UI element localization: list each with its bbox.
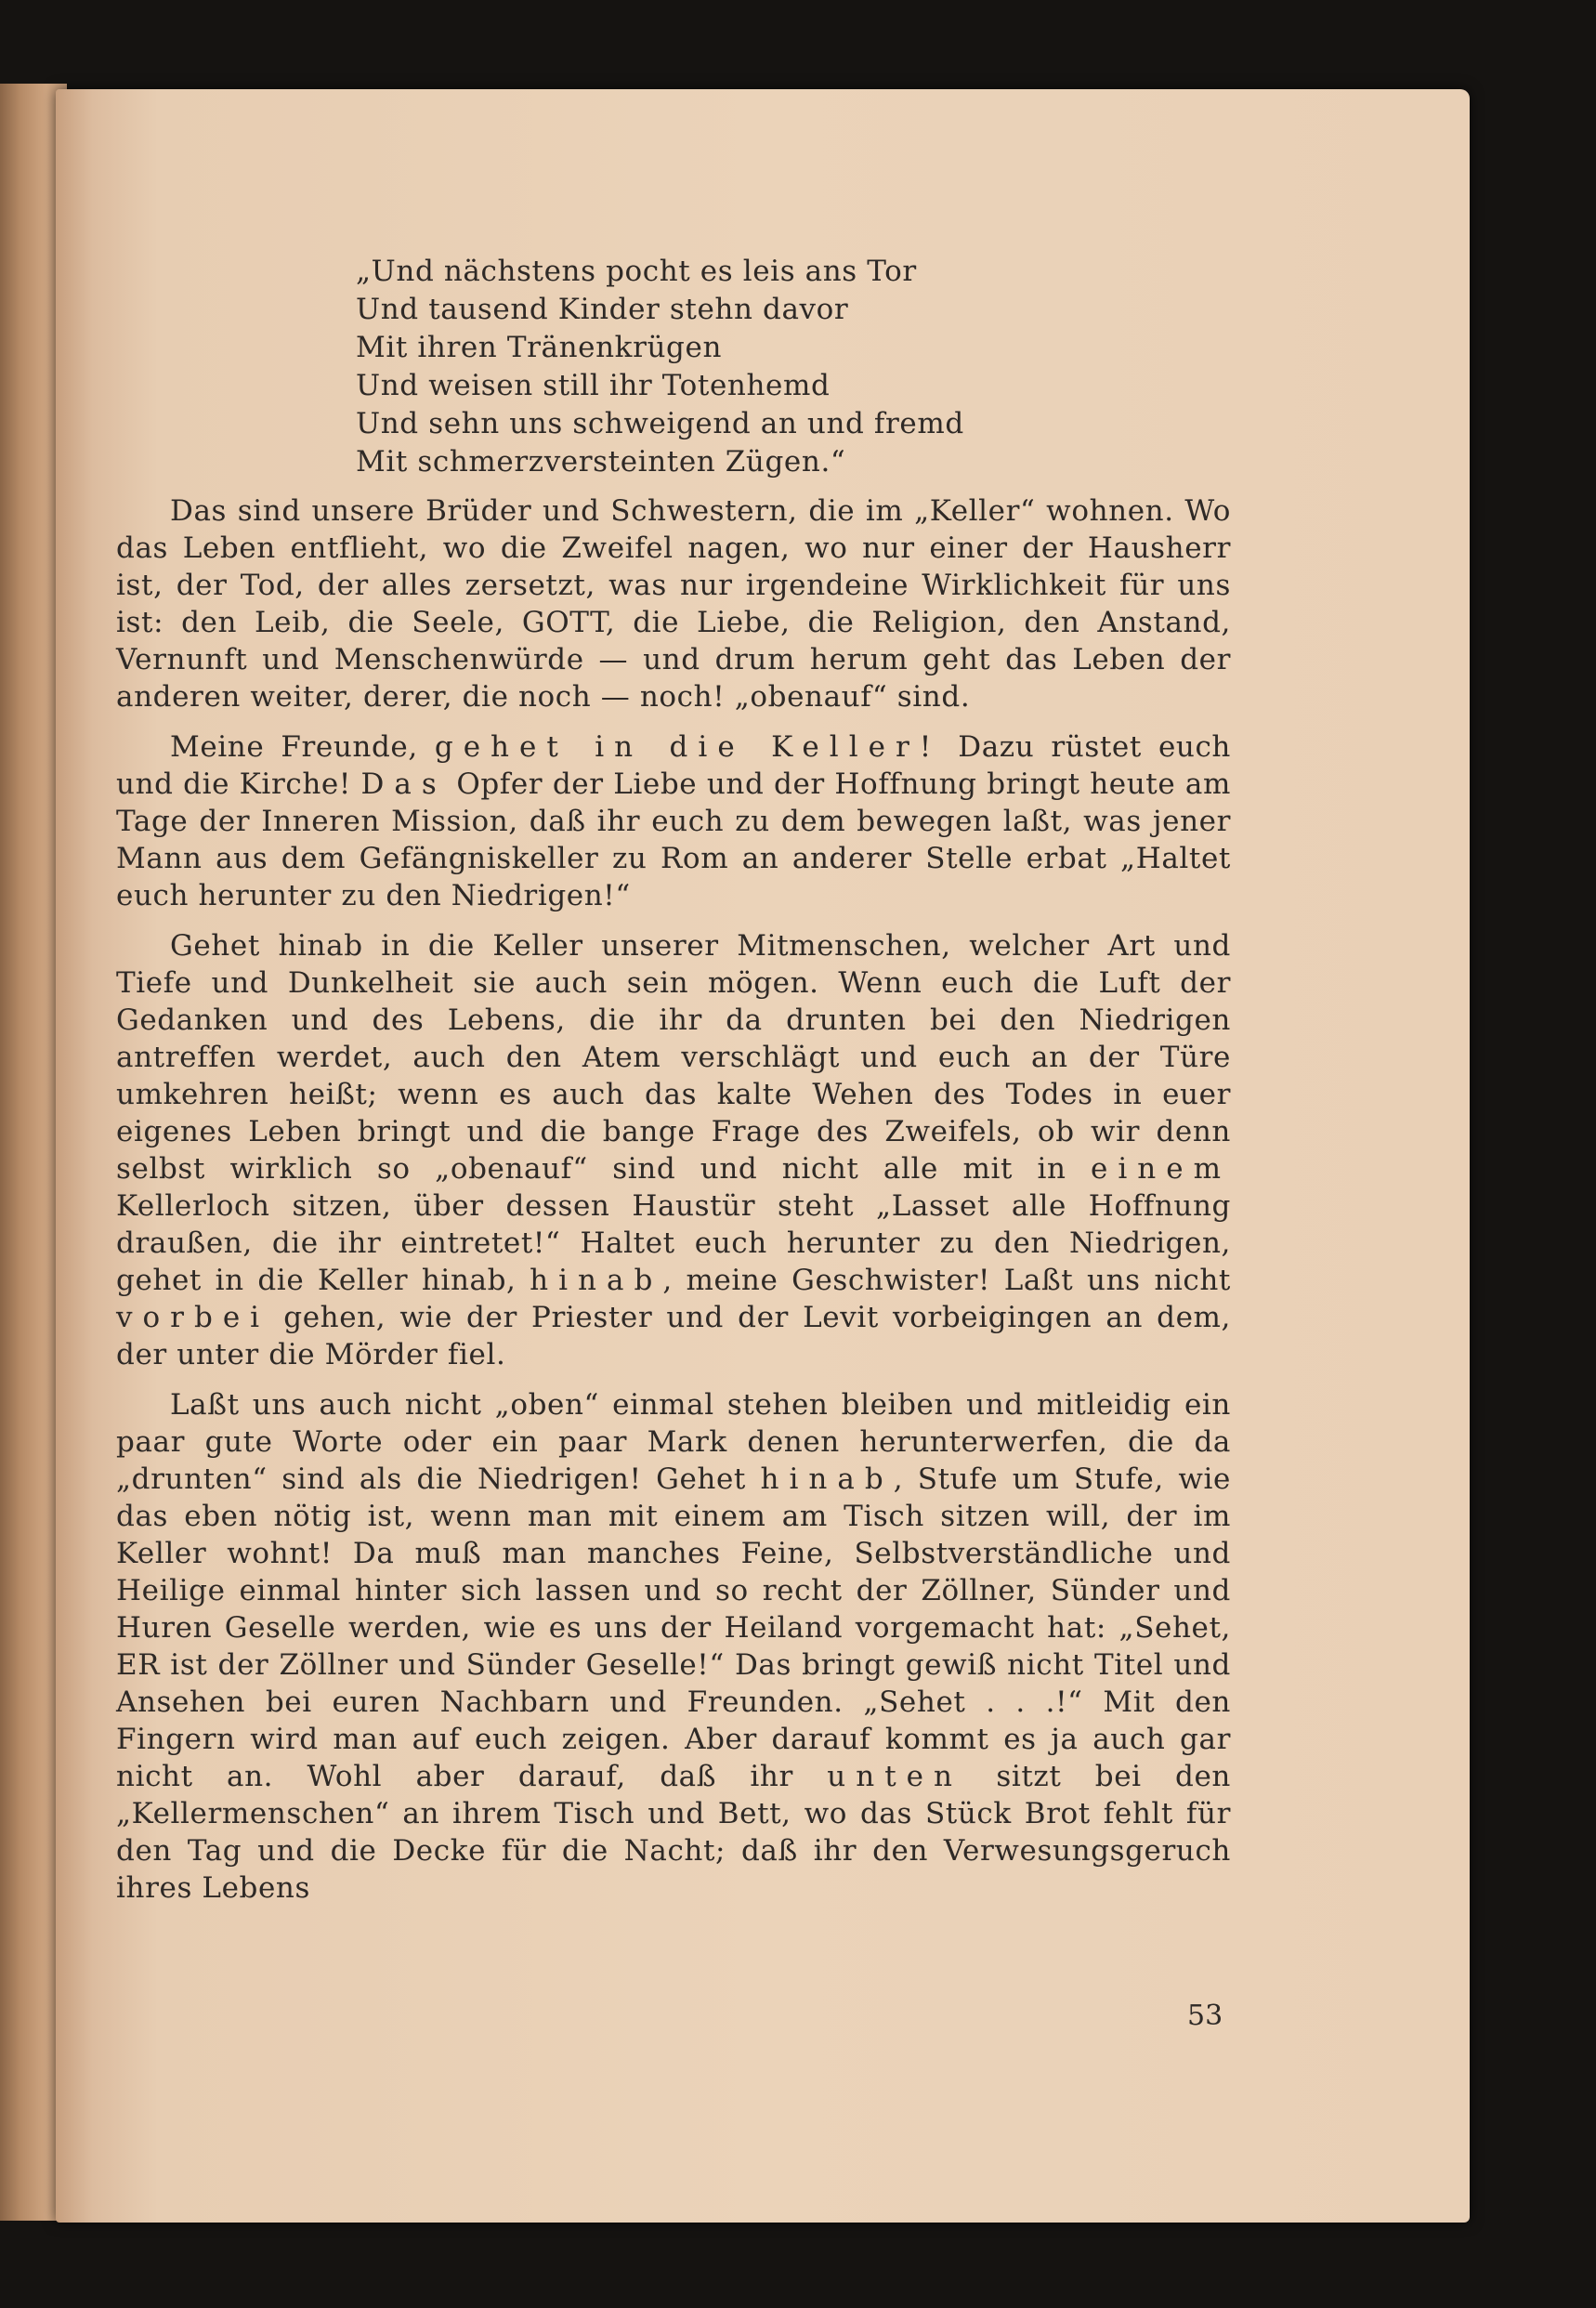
text-run: gehen, wie der Priester und der Levit vorbeigingen an dem, der unter die Mörder fiel. (116, 1301, 1231, 1371)
poem-line: Und tausend Kinder stehn davor (356, 293, 849, 326)
spaced-emphasis: einem (1091, 1152, 1231, 1186)
text-run: Opfer der Liebe und der Hoffnung bringt heute am Tage der Inneren Mission, daß ihr euch zu dem bewegen laßt, was jener Mann aus dem Gefängniskeller zu Rom an anderer Stelle erbat „Haltet euch herunter zu den Niedrigen!“ (116, 767, 1231, 912)
poem-line: Mit ihren Tränenkrügen (356, 331, 723, 364)
text-run: , Stufe um Stufe, wie das eben nötig ist, wenn man mit einem am Tisch sitzen will, der im Keller wohnt! Da muß man manches Feine, Selbstverständliche und Heilige einmal hinter sich lassen und so recht der Zöllner, Sünder und Huren Geselle werden, wie es uns der Heiland vorgemacht hat: „Sehet, ER ist der Zöllner und Sünder Geselle!“ Das bringt gewiß nicht Titel und Ansehen bei euren Nachbarn und Freunden. „Sehet . . .!“ Mit den Fingern wird man auf euch zeigen. Aber darauf kommt es ja auch gar nicht an. Wohl aber darauf, daß ihr (116, 1462, 1231, 1793)
paragraph-4 (116, 1386, 1231, 1907)
poem-stanza (356, 253, 1231, 481)
spaced-emphasis: hinab (760, 1462, 894, 1496)
spaced-emphasis: Das (360, 767, 447, 801)
text-run: Kellerloch sitzen, über dessen Haustür steht „Lasset alle Hoffnung draußen, die ihr eintretet!“ Haltet euch herunter zu den Niedrigen, gehet in die Keller hinab, (116, 1189, 1231, 1297)
poem-line: „Und nächstens pocht es leis ans Tor (356, 255, 917, 288)
page-text (116, 253, 1231, 1920)
poem-line: Und weisen still ihr Totenhemd (356, 369, 831, 402)
text-run: Gehet hinab in die Keller unserer Mitmenschen, welcher Art und Tiefe und Dunkelheit sie auch sein mögen. Wenn euch die Luft der Gedanken und des Lebens, die ihr da drunten bei den Niedrigen antreffen werdet, auch den Atem verschlägt und euch an der Türe umkehren heißt; wenn es auch das kalte Wehen des Todes in euer eigenes Leben bringt und die bange Frage des Zweifels, ob wir denn selbst wirklich so „obenauf“ sind und nicht alle mit in (116, 929, 1231, 1186)
text-run: Laßt uns auch nicht „oben“ einmal stehen bleiben und mitleidig ein paar gute Worte oder ein paar Mark denen herunterwerfen, die da „drunten“ sind als die Niedrigen! Gehet (116, 1388, 1231, 1496)
spaced-emphasis: vorbei (116, 1301, 270, 1334)
page-number: 53 (1187, 2000, 1223, 2032)
paragraph-1: Das sind unsere Brüder und Schwestern, die im „Keller“ wohnen. Wo das Leben entflieht, wo die Zweifel nagen, wo nur einer der Hausherr ist, der Tod, der alles zersetzt, was nur irgendeine Wirklichkeit für uns ist: den Leib, die Seele, GOTT, die Liebe, die Religion, den Anstand, Vernunft und Menschenwürde — und drum herum geht das Leben der anderen weiter, derer, die noch — noch! „obenauf“ sind. (116, 494, 1231, 714)
spaced-emphasis: unten (827, 1760, 962, 1793)
text-run: , meine Geschwister! Laßt uns nicht (662, 1264, 1231, 1297)
poem-line: Mit schmerzversteinten Zügen.“ (356, 445, 846, 479)
poem-line: Und sehn uns schweigend an und fremd (356, 407, 964, 440)
spaced-emphasis: hinab (530, 1264, 663, 1297)
spaced-emphasis: gehet in die Keller! (434, 730, 942, 764)
paragraph-2 (116, 728, 1231, 914)
text-run: sitzt bei den „Kellermenschen“ an ihrem Tisch und Bett, wo das Stück Brot fehlt für den Tag und die Decke für die Nacht; daß ihr den Verwesungsgeruch ihres Lebens (116, 1760, 1231, 1905)
text-run: Dazu rüstet euch und die Kirche! (116, 730, 1231, 801)
paragraph-3 (116, 927, 1231, 1373)
text-run: Meine Freunde, (170, 730, 435, 764)
